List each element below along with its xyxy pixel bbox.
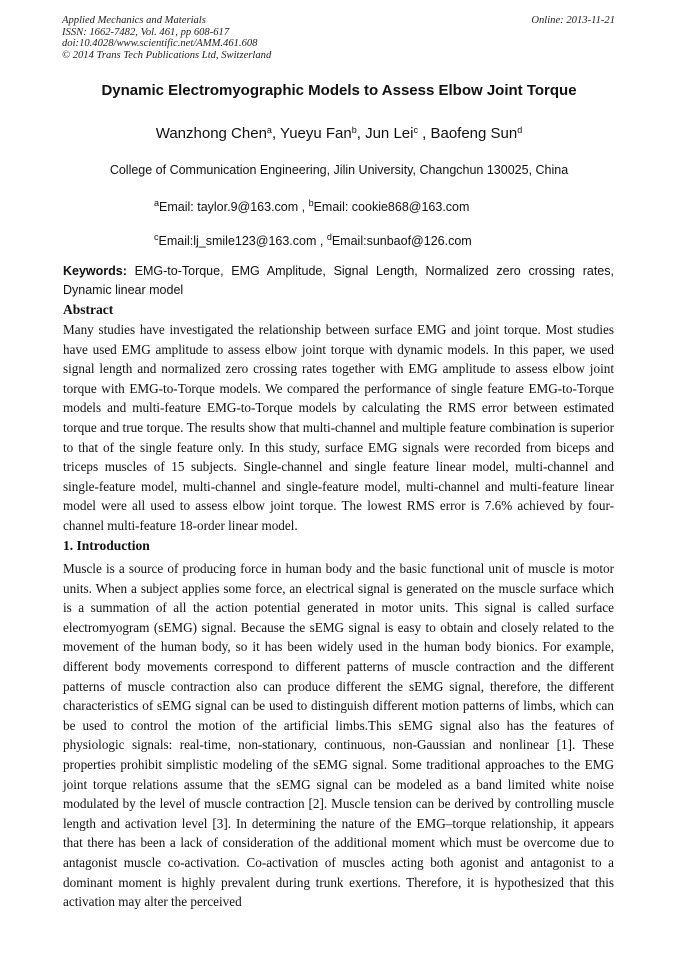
doi-line: doi:10.4028/www.scientific.net/AMM.461.608 (62, 38, 258, 50)
email-separator: , (316, 234, 327, 248)
keywords-label: Keywords: (63, 264, 127, 278)
author-affiliation-mark: c (413, 125, 418, 135)
keywords-text: EMG-to-Torque, EMG Amplitude, Signal Length, Normalized zero crossing rates, Dynamic linear model (63, 264, 614, 297)
email-mark: a (154, 198, 160, 208)
email-line-1 (154, 200, 469, 214)
author-separator: , (271, 125, 281, 142)
journal-header (62, 15, 271, 61)
author-separator: , (417, 125, 431, 142)
issn-line: ISSN: 1662-7482, Vol. 461, pp 608-617 (62, 26, 230, 38)
journal-name: Applied Mechanics and Materials (62, 15, 206, 26)
author-separator: , (356, 125, 366, 142)
introduction-heading: 1. Introduction (63, 538, 150, 553)
author-name: Wanzhong Chen (155, 125, 267, 142)
paper-title: Dynamic Electromyographic Models to Assess Elbow Joint Torque (101, 82, 577, 99)
email-separator: , (298, 200, 309, 214)
abstract-text: Many studies have investigated the relationship between surface EMG and joint torque. Most studies have used EMG amplitude to assess elbow joint torque with dynamic models. In this paper, we used signal length and normalized zero crossing rates together with EMG amplitude to assess elbow joint torque with EMG-to-Torque models. We compared the performance of single feature EMG-to-Torque models and multi-feature EMG-to-Torque models by calculating the RMS error between estimated torque and true torque. The results show that multi-channel and multiple feature combination is superior to that of the single feature only. In this study, surface EMG signals were recorded from biceps and triceps muscles of 15 subjects. Single-channel and single feature linear model, multi-channel and single-feature model, multi-channel and single-feature model, multi-channel and multi-feature linear model were all used to assess elbow joint torque. The lowest RMS error is 7.6% achieved by four-channel multi-feature 18-order linear model. (63, 322, 614, 533)
affiliation: College of Communication Engineering, Jilin University, Changchun 130025, China (109, 163, 569, 177)
email-mark: b (308, 198, 314, 208)
introduction-text: Muscle is a source of producing force in human body and the basic functional unit of muscle is motor units. When a subject applies some force, an electrical signal is generated on the muscle surface which is a summation of all the action potential generated in motor units. This signal is called surface electromyogram (sEMG) signal. Because the sEMG signal is easy to obtain and closely related to the movement of the human body, so it has been widely used in the human body bionics. For example, different body movements correspond to different patterns of muscle contraction and the different patterns of muscle contraction also can produce different the sEMG signal, therefore, the different characteristics of sEMG signal can be used to distinguish different motion patterns of limbs, which can be used to control the motion of the artificial limbs.This sEMG signal also has the features of physiologic signals: real-time, non-stationary, continuous, non-Gaussian and nonlinear [1]. These properties prohibit simplistic modeling of the sEMG signal. Some traditional approaches to the EMG joint torque relations assume that the sEMG signal can be modeled as a band limited white noise modulated by the level of muscle contraction [2]. Muscle tension can be derived by controlling muscle length and activation level [3]. In determining the nature of the EMG–torque relationship, it appears that there has been a lack of consideration of the additional moment which must be overcome due to antagonist muscle co-activation. Co-activation of muscles acting both agonist and antagonist to a dominant moment is highly prevalent during trunk exertions. Therefore, it is hypothesized that this activation may alter the perceived (63, 561, 614, 910)
author-name: Jun Lei (365, 125, 414, 142)
keywords (63, 262, 614, 300)
author-list (0, 125, 678, 142)
online-date: Online: 2013-11-21 (531, 15, 615, 26)
email-mark: d (326, 232, 332, 242)
email-c: Email:lj_smile123@163.com (158, 234, 317, 248)
email-a: Email: taylor.9@163.com (159, 200, 299, 214)
author-name: Baofeng Sun (430, 125, 518, 142)
email-b: Email: cookie868@163.com (313, 200, 470, 214)
author-affiliation-mark: a (266, 125, 272, 135)
email-mark: c (154, 232, 159, 242)
author-affiliation-mark: d (517, 125, 523, 135)
email-d: Email:sunbaof@126.com (331, 234, 472, 248)
email-line-2 (154, 234, 472, 248)
author-affiliation-mark: b (351, 125, 357, 135)
author-name: Yueyu Fan (280, 125, 352, 142)
abstract-heading: Abstract (63, 302, 114, 317)
copyright-line: © 2014 Trans Tech Publications Ltd, Switzerland (62, 49, 272, 61)
